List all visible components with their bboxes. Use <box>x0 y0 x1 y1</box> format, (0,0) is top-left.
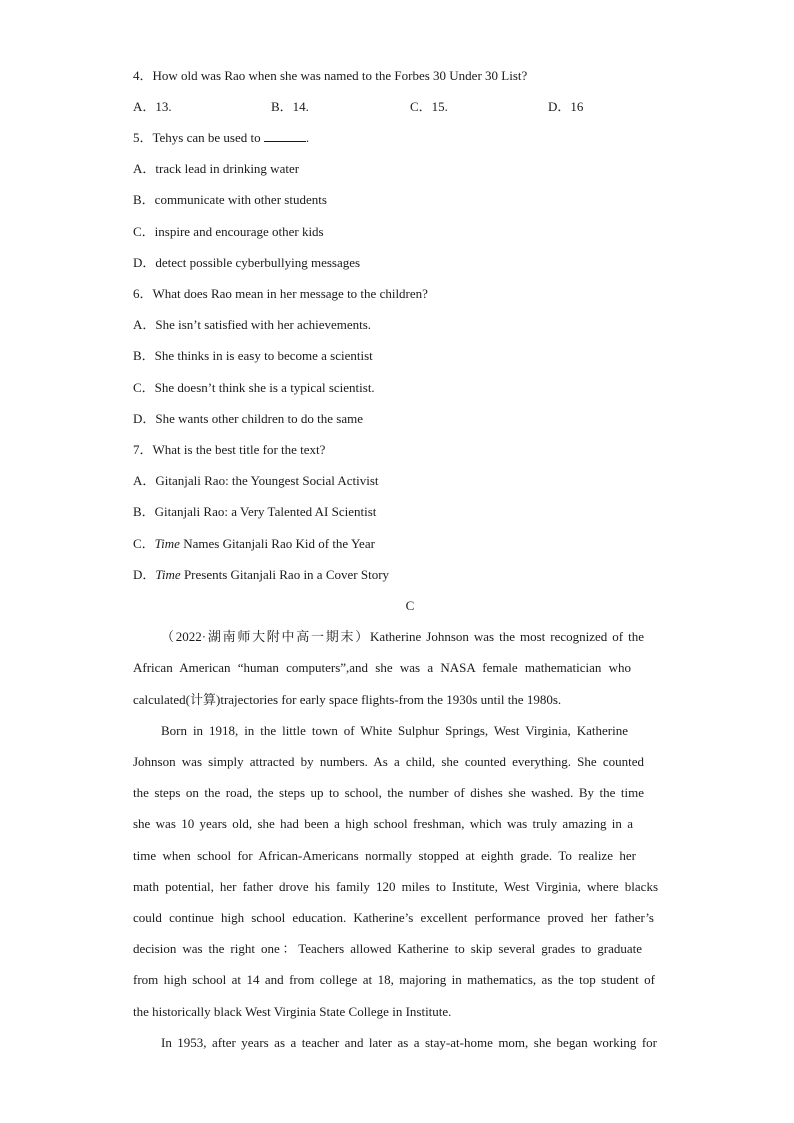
question-7-stem: 7．What is the best title for the text? <box>133 442 326 457</box>
question-4-option-a: A．13. <box>133 99 172 114</box>
option-d-italic: Time <box>155 567 181 582</box>
question-6-stem: 6．What does Rao mean in her message to the children? <box>133 286 428 301</box>
passage-line: math potential, her father drove his family 120 miles to Institute, West Virginia, where blacks <box>133 879 658 894</box>
option-c-label: C． <box>133 536 155 551</box>
passage-line: African American “human computers”,and she was a NASA female mathematician who <box>133 660 631 675</box>
option-d-label: D． <box>133 567 156 582</box>
question-5-option-c: C．inspire and encourage other kids <box>133 224 324 239</box>
question-7-option-a: A．Gitanjali Rao: the Youngest Social Activist <box>133 473 379 488</box>
question-6-option-d: D．She wants other children to do the same <box>133 411 363 426</box>
question-4-option-b: B．14. <box>271 99 309 114</box>
question-6-option-a: A．She isn’t satisfied with her achievements. <box>133 317 372 332</box>
passage-line: Johnson was simply attracted by numbers. As a child, she counted everything. She counted <box>133 754 644 769</box>
question-7-option-d <box>133 567 389 583</box>
passage-line: could continue high school education. Katherine’s excellent performance proved her father’s <box>133 910 654 925</box>
passage-line: calculated(计算)trajectories for early space flights-from the 1930s until the 1980s. <box>133 692 562 707</box>
question-4-option-c: C．15. <box>410 99 448 114</box>
passage-line: the historically black West Virginia State College in Institute. <box>133 1004 452 1019</box>
passage-line: decision was the right one：Teachers allowed Katherine to skip several grades to graduate <box>133 941 642 956</box>
section-label: C <box>405 598 415 613</box>
question-5-stem-end: . <box>305 130 310 145</box>
question-5-stem <box>133 130 309 146</box>
option-c-text: Names Gitanjali Rao Kid of the Year <box>179 536 375 551</box>
passage-line: In 1953, after years as a teacher and later as a stay-at-home mom, she began working for <box>161 1035 657 1050</box>
option-c-italic: Time <box>154 536 180 551</box>
question-4-stem: 4．How old was Rao when she was named to the Forbes 30 Under 30 List? <box>133 68 528 83</box>
question-4-option-d: D．16 <box>548 99 584 114</box>
question-7-option-c <box>133 536 375 552</box>
passage-line: the steps on the road, the steps up to school, the number of dishes she washed. By the time <box>133 785 644 800</box>
question-6-option-c: C．She doesn’t think she is a typical scientist. <box>133 380 375 395</box>
question-5-option-d: D．detect possible cyberbullying messages <box>133 255 361 270</box>
question-6-option-b: B．She thinks in is easy to become a scientist <box>133 348 373 363</box>
option-d-text: Presents Gitanjali Rao in a Cover Story <box>180 567 390 582</box>
question-5-option-b: B．communicate with other students <box>133 192 327 207</box>
answer-blank <box>264 130 306 142</box>
question-7-option-b: B．Gitanjali Rao: a Very Talented AI Scientist <box>133 504 377 519</box>
passage-line: from high school at 14 and from college at 18, majoring in mathematics, as the top student of <box>133 972 655 987</box>
passage-line: Born in 1918, in the little town of White Sulphur Springs, West Virginia, Katherine <box>161 723 628 738</box>
passage-line: time when school for African-Americans normally stopped at eighth grade. To realize her <box>133 848 636 863</box>
passage-line: she was 10 years old, she had been a high school freshman, which was truly amazing in a <box>133 816 633 831</box>
question-5-stem-text: 5．Tehys can be used to <box>133 130 264 145</box>
passage-line: （2022·湖南师大附中高一期末）Katherine Johnson was the most recognized of the <box>161 629 644 644</box>
question-5-option-a: A．track lead in drinking water <box>133 161 300 176</box>
